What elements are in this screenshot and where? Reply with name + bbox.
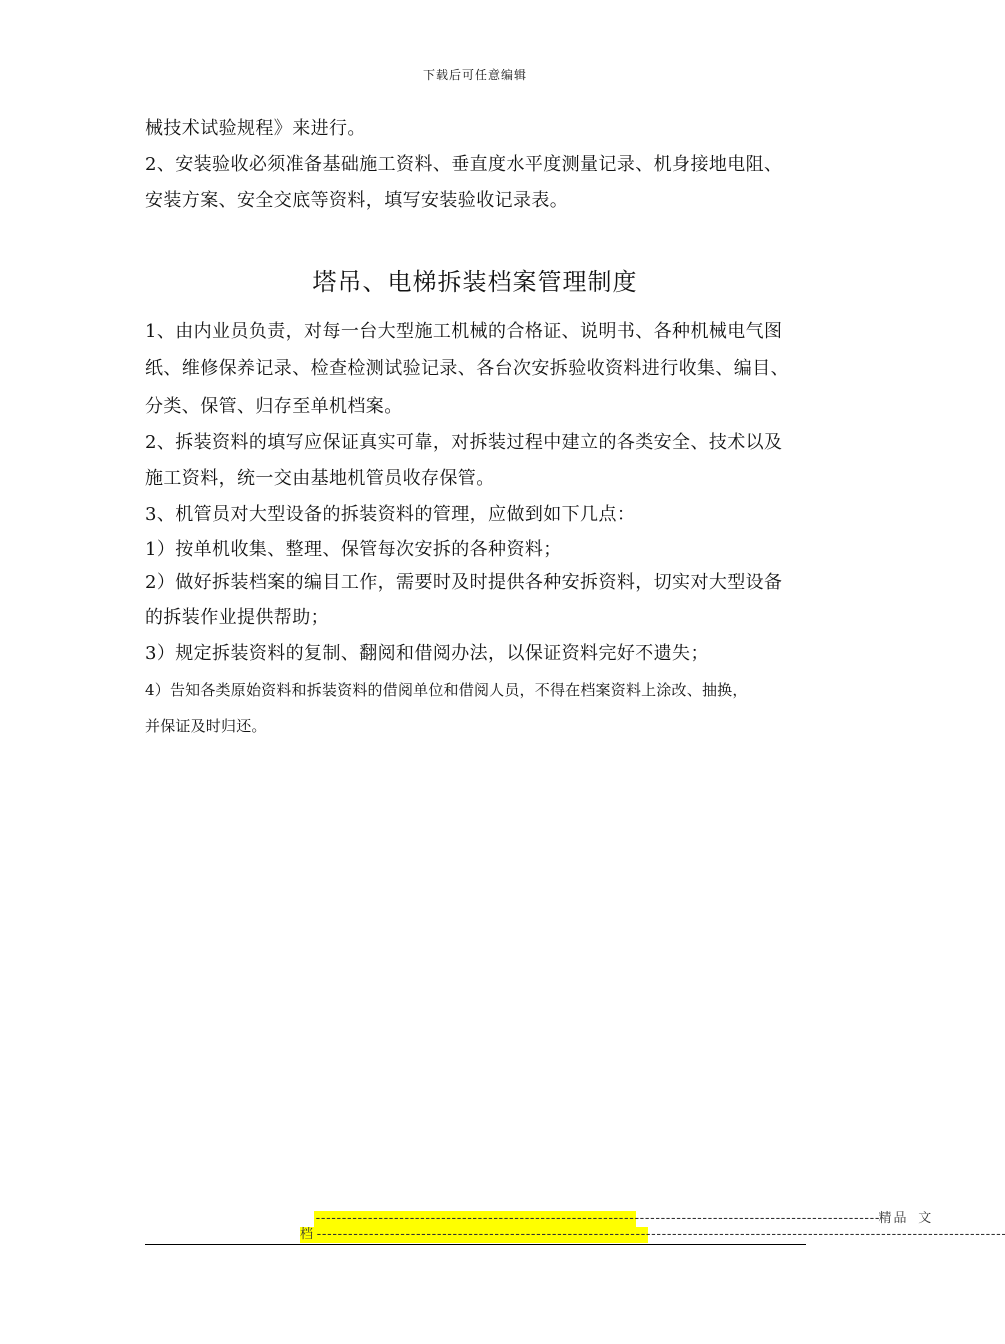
footer-dashes: ------------------------------------------------------------------------------------------------------------------------------------ — [315, 1227, 1005, 1242]
text-line: 安装方案、安全交底等资料，填写安装验收记录表。 — [145, 190, 569, 211]
footer-label: 档 — [300, 1227, 316, 1242]
footer-line-1 — [314, 1211, 934, 1227]
text-line: 3、机管员对大型设备的拆装资料的管理，应做到如下几点： — [145, 504, 636, 525]
footer-watermark — [300, 1211, 1005, 1243]
text-line: 3）规定拆装资料的复制、翻阅和借阅办法，以保证资料完好不遗失； — [145, 643, 709, 664]
text-line: 2、拆装资料的填写应保证真实可靠，对拆装过程中建立的各类安全、技术以及 — [145, 432, 783, 453]
text-line: 1）按单机收集、整理、保管每次安拆的各种资料； — [145, 539, 562, 560]
footer-label: 精品 文 — [878, 1211, 934, 1226]
text-line: 分类、保管、归存至单机档案。 — [145, 396, 403, 417]
text-line: 并保证及时归还。 — [145, 717, 267, 735]
section-title: 塔吊、电梯拆装档案管理制度 — [312, 268, 638, 296]
text-line: 的拆装作业提供帮助； — [145, 607, 329, 628]
text-line: 4）告知各类原始资料和拆装资料的借阅单位和借阅人员，不得在档案资料上涂改、抽换， — [145, 681, 748, 699]
text-line: 纸、维修保养记录、检查检测试验记录、各台次安拆验收资料进行收集、编目、 — [145, 358, 789, 379]
text-line: 施工资料，统一交由基地机管员收存保管。 — [145, 468, 495, 489]
footer-divider — [145, 1244, 806, 1245]
text-line: 械技术试验规程》来进行。 — [145, 118, 366, 139]
page-header-note: 下载后可任意编辑 — [422, 68, 527, 82]
text-line: 2）做好拆装档案的编目工作，需要时及时提供各种安拆资料，切实对大型设备 — [145, 572, 783, 593]
text-line: 2、安装验收必须准备基础施工资料、垂直度水平度测量记录、机身接地电阻、 — [145, 154, 783, 175]
footer-line-2 — [300, 1227, 1005, 1243]
footer-dashes: ------------------------------------------------------------------------------------------------------------ — [314, 1211, 879, 1226]
text-line: 1、由内业员负责，对每一台大型施工机械的合格证、说明书、各种机械电气图 — [145, 321, 783, 342]
